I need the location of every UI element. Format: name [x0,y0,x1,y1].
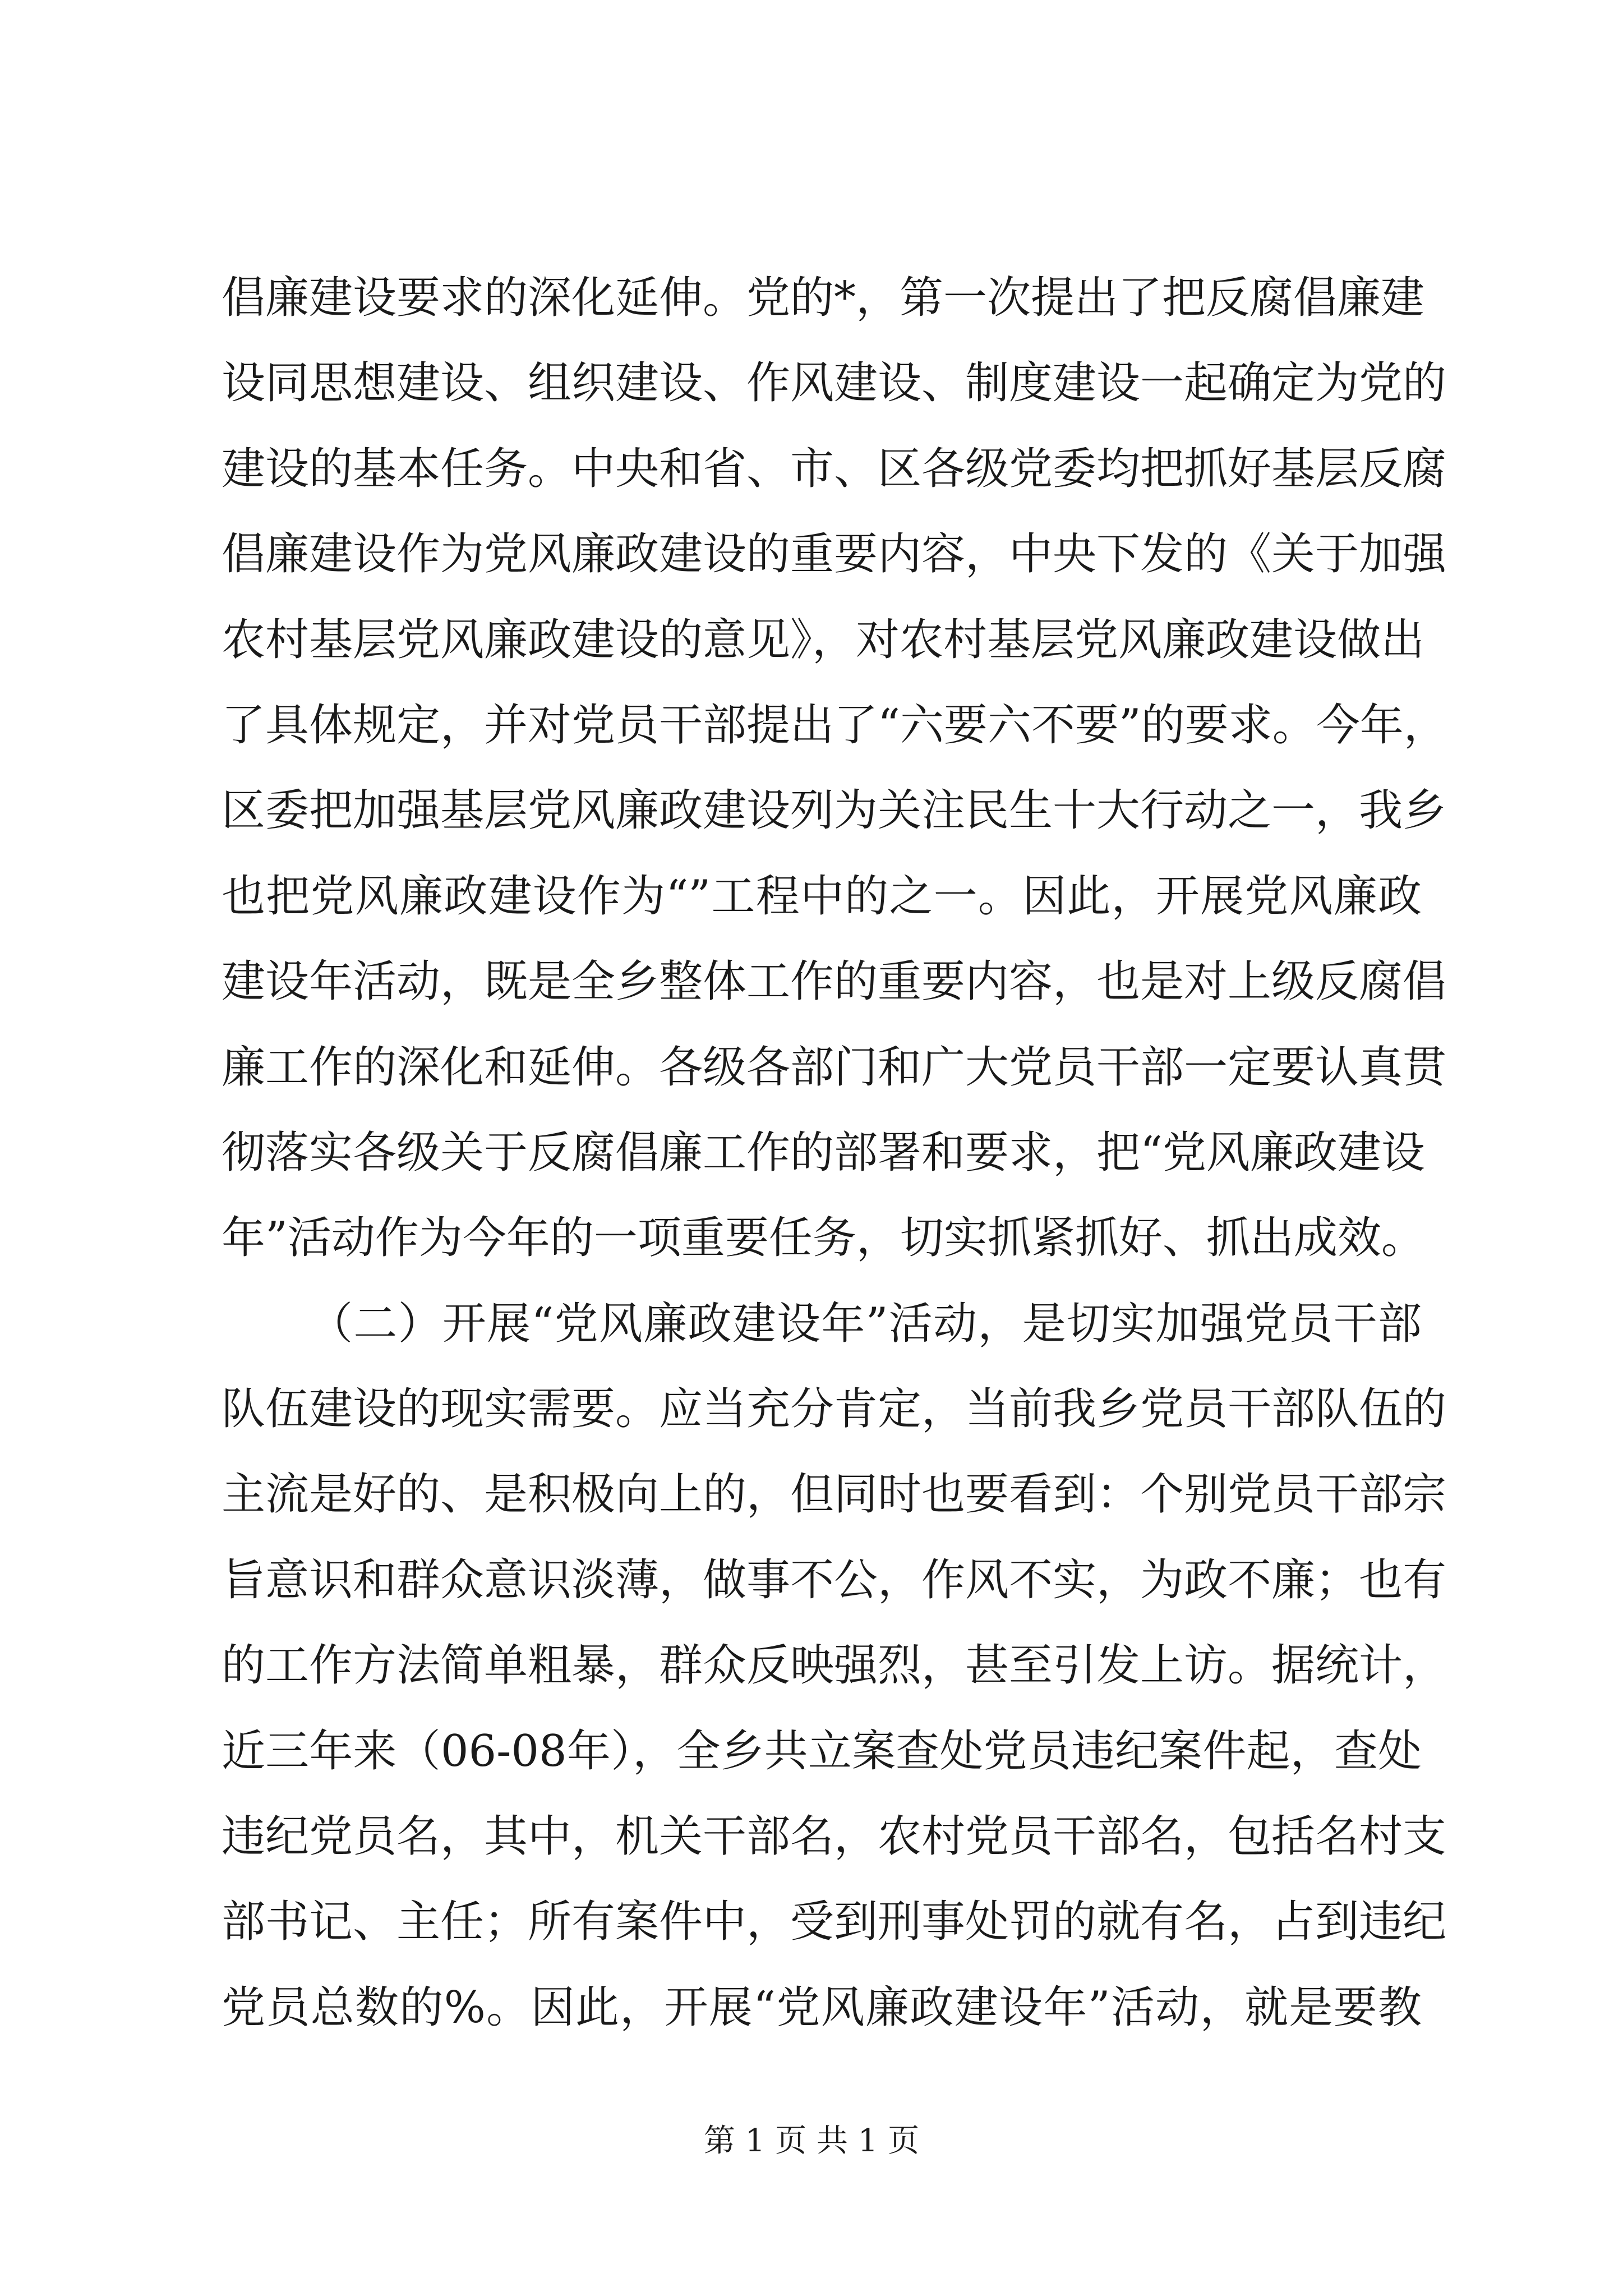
page-footer [0,2122,1623,2161]
text-line: 主流是好的、是积极向上的，但同时也要看到：个别党员干部宗 [222,1469,1447,1520]
text-line: 部书记、主任；所有案件中，受到刑事处罚的就有名，占到违纪 [222,1897,1447,1948]
text-line: 廉工作的深化和延伸。各级各部门和广大党员干部一定要认真贯 [222,1042,1447,1093]
text-line: 区委把加强基层党风廉政建设列为关注民生十大行动之一，我乡 [222,785,1447,836]
text-line: 建设年活动，既是全乡整体工作的重要内容，也是对上级反腐倡 [222,956,1447,1007]
text-line: 也把党风廉政建设作为“”工程中的之一。因此，开展党风廉政 [222,871,1422,922]
text-line: 倡廉建设作为党风廉政建设的重要内容，中央下发的《关于加强 [222,529,1447,580]
page-number: 第 1 页 共 1 页 [703,2123,920,2159]
text-line: 建设的基本任务。中央和省、市、区各级党委均把抓好基层反腐 [222,443,1447,494]
text-line: 党员总数的%。因此，开展“党风廉政建设年”活动，就是要教 [222,1982,1422,2033]
text-line: 队伍建设的现实需要。应当充分肯定，当前我乡党员干部队伍的 [222,1384,1447,1435]
text-line: 旨意识和群众意识淡薄，做事不公，作风不实，为政不廉；也有 [222,1554,1447,1605]
document-body [222,255,1447,2050]
text-line: 倡廉建设要求的深化延伸。党的*，第一次提出了把反腐倡廉建 [222,273,1425,323]
paragraph-first-line: （二）开展“党风廉政建设年”活动，是切实加强党员干部 [309,1298,1422,1349]
text-line: 了具体规定，并对党员干部提出了“六要六不要”的要求。今年， [222,700,1447,751]
text-line: 农村基层党风廉政建设的意见》，对农村基层党风廉政建设做出 [222,614,1425,665]
text-line: 设同思想建设、组织建设、作风建设、制度建设一起确定为党的 [222,358,1447,409]
text-line: 年”活动作为今年的一项重要任务，切实抓紧抓好、抓出成效。 [222,1213,1425,1264]
text-line: 彻落实各级关于反腐倡廉工作的部署和要求，把“党风廉政建设 [222,1127,1425,1178]
text-line: 近三年来（06-08年），全乡共立案查处党员违纪案件起，查处 [222,1726,1422,1777]
text-line: 的工作方法简单粗暴，群众反映强烈，甚至引发上访。据统计， [222,1640,1447,1691]
text-line: 违纪党员名，其中，机关干部名，农村党员干部名，包括名村支 [222,1811,1447,1862]
